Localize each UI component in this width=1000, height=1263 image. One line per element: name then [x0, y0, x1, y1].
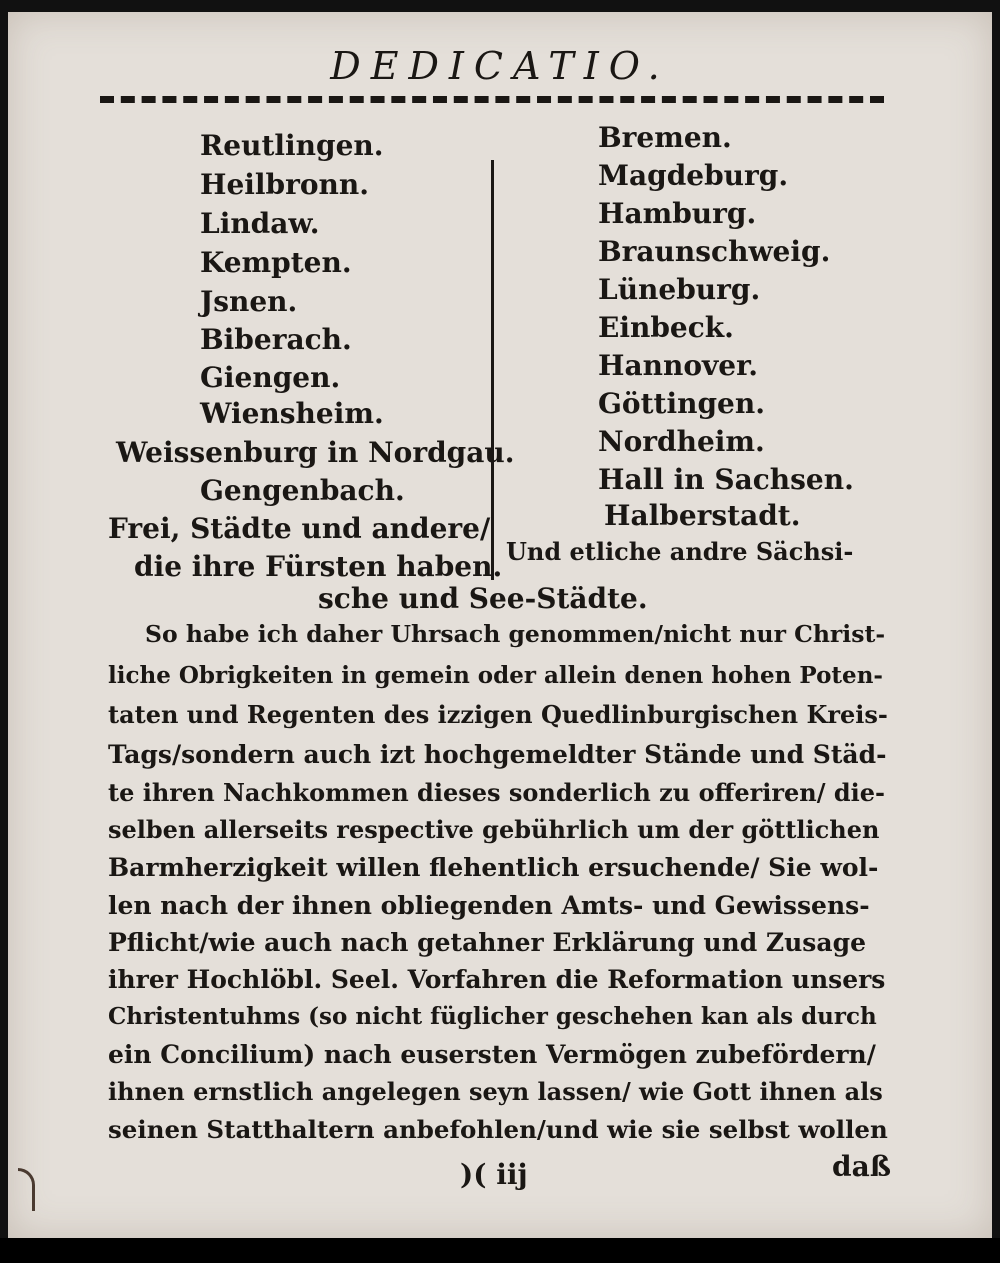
left-city: Biberach. — [200, 323, 352, 356]
left-city: die ihre Fürsten haben. — [134, 550, 503, 583]
body-line: te ihren Nachkommen dieses sonderlich zu offeriren/ die- — [108, 778, 885, 807]
body-line: len nach der ihnen obliegenden Amts- und Gewissens- — [108, 891, 870, 920]
body-line: liche Obrigkeiten in gemein oder allein denen hohen Poten- — [108, 662, 883, 689]
left-city: Jsnen. — [200, 285, 298, 318]
body-line: Pflicht/wie auch nach getahner Erklärung und Zusage — [108, 928, 866, 957]
left-city: Reutlingen. — [200, 129, 384, 162]
body-line: seinen Statthaltern anbefohlen/und wie sie selbst wollen — [108, 1115, 888, 1144]
right-city: Bremen. — [598, 121, 732, 154]
body-line: ihrer Hochlöbl. Seel. Vorfahren die Reformation unsers — [108, 965, 886, 994]
body-line: ein Concilium) nach eusersten Vermögen zubefördern/ — [108, 1040, 876, 1069]
left-city: Frei, Städte und andere/ — [108, 512, 491, 545]
body-line: Christentuhms (so nicht füglicher geschehen kan als durch — [108, 1003, 877, 1030]
left-city: Weissenburg in Nordgau. — [116, 436, 515, 469]
right-city: Magdeburg. — [598, 159, 789, 192]
body-line: taten und Regenten des izzigen Quedlinburgischen Kreis- — [108, 700, 888, 729]
body-line: Tags/sondern auch izt hochgemeldter Stände und Städ- — [108, 740, 887, 769]
right-city: Hamburg. — [598, 197, 757, 230]
right-city: Hall in Sachsen. — [598, 463, 854, 496]
signature-mark: )( iij — [460, 1158, 528, 1191]
right-city: Braunschweig. — [598, 235, 831, 268]
right-city: Lüneburg. — [598, 273, 761, 306]
left-city: Gengenbach. — [200, 474, 405, 507]
page-title: DEDICATIO. — [330, 44, 670, 88]
catchword: daß — [832, 1150, 891, 1183]
left-city: Giengen. — [200, 361, 341, 394]
left-city: Wiensheim. — [200, 397, 384, 430]
body-line: selben allerseits respective gebührlich um der göttlichen — [108, 815, 880, 844]
page-bottom-shadow — [0, 1238, 1000, 1263]
right-city: Hannover. — [598, 349, 759, 382]
left-city: Kempten. — [200, 246, 352, 279]
right-city: Einbeck. — [598, 311, 734, 344]
body-line: Barmherzigkeit willen flehentlich ersuchende/ Sie wol- — [108, 853, 879, 882]
right-city: Göttingen. — [598, 387, 765, 420]
right-city: Halberstadt. — [604, 499, 801, 532]
left-city: Heilbronn. — [200, 168, 370, 201]
continuation-line: sche und See-Städte. — [318, 582, 648, 615]
column-divider — [491, 160, 494, 580]
right-city: Und etliche andre Sächsi- — [506, 537, 854, 566]
body-line: ihnen ernstlich angelegen seyn lassen/ wie Gott ihnen als — [108, 1077, 883, 1106]
right-city: Nordheim. — [598, 425, 765, 458]
header-rule — [100, 96, 884, 103]
body-line: So habe ich daher Uhrsach genommen/nicht nur Christ- — [145, 620, 886, 648]
left-city: Lindaw. — [200, 207, 320, 240]
